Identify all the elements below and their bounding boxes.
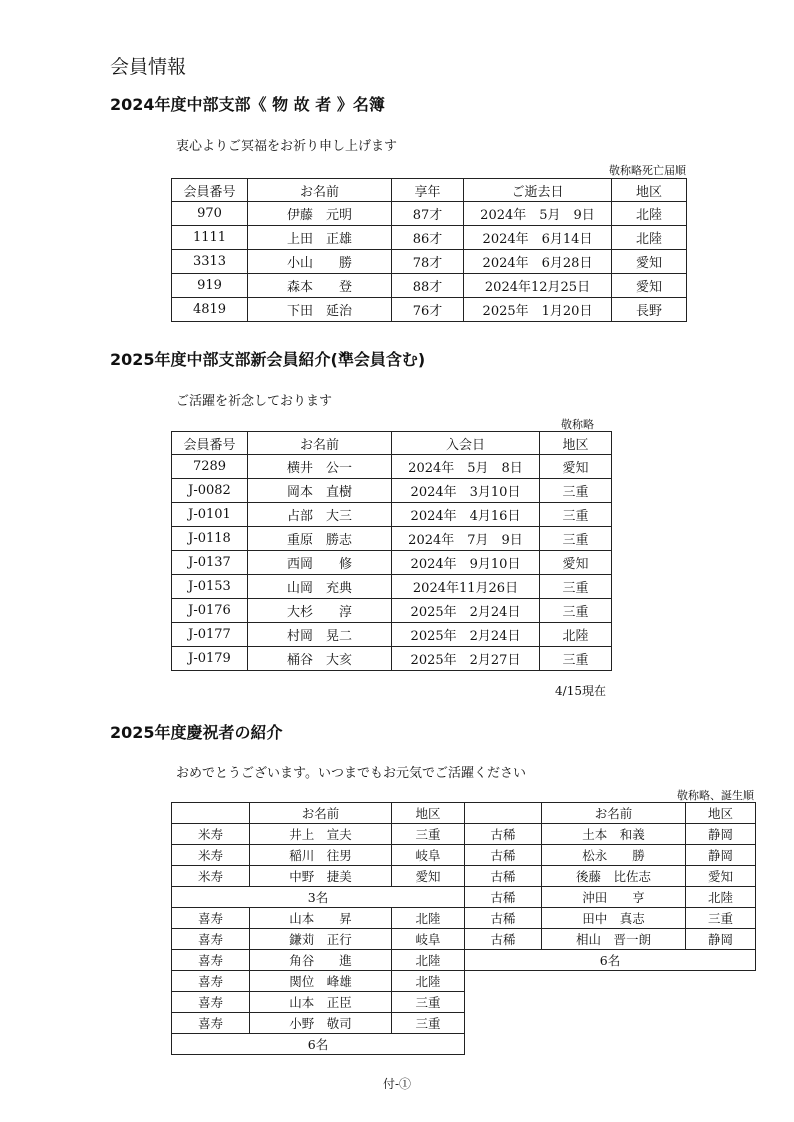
page-number: 付-① — [382, 1077, 412, 1091]
header-category — [465, 803, 542, 824]
region: 愛知 — [392, 866, 465, 887]
obituary-table — [171, 178, 687, 322]
member-name: 重原 勝志 — [248, 527, 392, 551]
table-row — [172, 202, 687, 226]
region: 三重 — [392, 992, 465, 1013]
obituary-title: 2024年度中部支部《 物 故 者 》名簿 — [110, 95, 385, 114]
member-age: 76才 — [392, 298, 464, 322]
region: 北陸 — [686, 887, 756, 908]
member-name: 小野 敬司 — [250, 1013, 392, 1034]
member-name: 大杉 淳 — [248, 599, 392, 623]
region: 愛知 — [540, 455, 612, 479]
member-no: J-0082 — [172, 479, 248, 503]
region: 三重 — [540, 575, 612, 599]
member-name: 中野 捷美 — [250, 866, 392, 887]
group-total: 3名 — [172, 887, 465, 908]
member-no: 4819 — [172, 298, 248, 322]
celebrants-note: 敬称略、誕生順 — [677, 789, 754, 802]
member-no: J-0176 — [172, 599, 248, 623]
table-header-row — [172, 432, 612, 455]
page-title: 会員情報 — [110, 56, 187, 78]
group-total: 6名 — [465, 950, 756, 971]
table-row — [172, 599, 612, 623]
member-age: 78才 — [392, 250, 464, 274]
member-no: 7289 — [172, 455, 248, 479]
member-no: J-0101 — [172, 503, 248, 527]
new-members-table — [171, 431, 612, 671]
table-row — [172, 971, 465, 992]
member-name: 上田 正雄 — [248, 226, 392, 250]
region: 岐阜 — [392, 929, 465, 950]
table-header-row — [465, 803, 756, 824]
join-date: 2025年 2月24日 — [392, 623, 540, 647]
member-no: J-0177 — [172, 623, 248, 647]
category: 喜寿 — [172, 992, 250, 1013]
member-name: 松永 勝 — [542, 845, 686, 866]
region: 三重 — [392, 1013, 465, 1034]
new-members-intro: ご活躍を祈念しております — [176, 394, 333, 409]
table-row — [465, 866, 756, 887]
member-name: 下田 延治 — [248, 298, 392, 322]
table-row — [172, 226, 687, 250]
region: 三重 — [540, 479, 612, 503]
table-row — [172, 824, 465, 845]
region: 三重 — [686, 908, 756, 929]
header-name: お名前 — [248, 179, 392, 202]
member-name: 村岡 晃二 — [248, 623, 392, 647]
region: 愛知 — [612, 250, 687, 274]
region: 静岡 — [686, 845, 756, 866]
member-name: 田中 真志 — [542, 908, 686, 929]
category: 古稀 — [465, 845, 542, 866]
member-name: 伊藤 元明 — [248, 202, 392, 226]
table-row — [172, 1013, 465, 1034]
header-region: 地区 — [392, 803, 465, 824]
table-row — [465, 824, 756, 845]
celebrants-title: 2025年度慶祝者の紹介 — [110, 723, 283, 742]
member-age: 86才 — [392, 226, 464, 250]
header-join-date: 入会日 — [392, 432, 540, 455]
region: 三重 — [540, 527, 612, 551]
death-date: 2025年 1月20日 — [464, 298, 612, 322]
region: 北陸 — [392, 971, 465, 992]
member-name: 桶谷 大亥 — [248, 647, 392, 671]
region: 北陸 — [540, 623, 612, 647]
new-members-note: 敬称略 — [561, 418, 594, 431]
member-name: 山岡 充典 — [248, 575, 392, 599]
table-row — [172, 274, 687, 298]
member-name: 岡本 直樹 — [248, 479, 392, 503]
category: 米寿 — [172, 824, 250, 845]
member-name: 森本 登 — [248, 274, 392, 298]
member-no: J-0153 — [172, 575, 248, 599]
region: 岐阜 — [392, 845, 465, 866]
join-date: 2024年 5月 8日 — [392, 455, 540, 479]
region: 三重 — [540, 503, 612, 527]
group-total: 6名 — [172, 1034, 465, 1055]
region: 三重 — [392, 824, 465, 845]
member-name: 小山 勝 — [248, 250, 392, 274]
join-date: 2024年 3月10日 — [392, 479, 540, 503]
table-row — [465, 887, 756, 908]
join-date: 2024年 9月10日 — [392, 551, 540, 575]
header-name: お名前 — [248, 432, 392, 455]
region: 愛知 — [540, 551, 612, 575]
category: 古稀 — [465, 887, 542, 908]
member-name: 横井 公一 — [248, 455, 392, 479]
table-row — [172, 845, 465, 866]
header-region: 地区 — [612, 179, 687, 202]
region: 長野 — [612, 298, 687, 322]
member-age: 88才 — [392, 274, 464, 298]
category: 喜寿 — [172, 1013, 250, 1034]
member-no: 970 — [172, 202, 248, 226]
region: 愛知 — [686, 866, 756, 887]
region: 愛知 — [612, 274, 687, 298]
table-row — [172, 455, 612, 479]
header-name: お名前 — [542, 803, 686, 824]
region: 静岡 — [686, 929, 756, 950]
header-date: ご逝去日 — [464, 179, 612, 202]
table-row — [172, 503, 612, 527]
death-date: 2024年 5月 9日 — [464, 202, 612, 226]
member-name: 山本 正臣 — [250, 992, 392, 1013]
total-row — [172, 1034, 465, 1055]
as-of-date: 4/15現在 — [555, 684, 606, 698]
member-name: 稲川 往男 — [250, 845, 392, 866]
death-date: 2024年12月25日 — [464, 274, 612, 298]
table-row — [172, 527, 612, 551]
header-age: 享年 — [392, 179, 464, 202]
celebrants-left-table — [171, 802, 465, 1055]
category: 古稀 — [465, 908, 542, 929]
header-member-no: 会員番号 — [172, 179, 248, 202]
table-row — [172, 551, 612, 575]
category: 喜寿 — [172, 929, 250, 950]
region: 北陸 — [612, 202, 687, 226]
member-no: J-0118 — [172, 527, 248, 551]
category: 喜寿 — [172, 908, 250, 929]
table-row — [172, 298, 687, 322]
table-row — [172, 950, 465, 971]
new-members-title: 2025年度中部支部新会員紹介(準会員含む) — [110, 350, 426, 369]
member-age: 87才 — [392, 202, 464, 226]
member-name: 相山 晋一朗 — [542, 929, 686, 950]
member-name: 井上 宣夫 — [250, 824, 392, 845]
member-no: J-0179 — [172, 647, 248, 671]
table-row — [172, 647, 612, 671]
category: 米寿 — [172, 866, 250, 887]
header-region: 地区 — [686, 803, 756, 824]
region: 北陸 — [392, 908, 465, 929]
category: 古稀 — [465, 824, 542, 845]
region: 三重 — [540, 647, 612, 671]
member-name: 土本 和義 — [542, 824, 686, 845]
join-date: 2024年 7月 9日 — [392, 527, 540, 551]
table-row — [172, 908, 465, 929]
table-row — [172, 623, 612, 647]
join-date: 2024年11月26日 — [392, 575, 540, 599]
member-no: 919 — [172, 274, 248, 298]
table-row — [172, 992, 465, 1013]
member-name: 山本 昇 — [250, 908, 392, 929]
region: 三重 — [540, 599, 612, 623]
table-row — [465, 929, 756, 950]
total-row — [172, 887, 465, 908]
death-date: 2024年 6月28日 — [464, 250, 612, 274]
table-row — [172, 479, 612, 503]
join-date: 2025年 2月24日 — [392, 599, 540, 623]
header-member-no: 会員番号 — [172, 432, 248, 455]
join-date: 2025年 2月27日 — [392, 647, 540, 671]
header-region: 地区 — [540, 432, 612, 455]
header-category — [172, 803, 250, 824]
celebrants-right-table — [464, 802, 756, 971]
join-date: 2024年 4月16日 — [392, 503, 540, 527]
death-date: 2024年 6月14日 — [464, 226, 612, 250]
region: 北陸 — [392, 950, 465, 971]
category: 古稀 — [465, 929, 542, 950]
member-name: 西岡 修 — [248, 551, 392, 575]
member-no: 1111 — [172, 226, 248, 250]
obituary-note: 敬称略死亡届順 — [609, 164, 686, 177]
region: 北陸 — [612, 226, 687, 250]
region: 静岡 — [686, 824, 756, 845]
member-name: 沖田 亨 — [542, 887, 686, 908]
table-header-row — [172, 179, 687, 202]
category: 古稀 — [465, 866, 542, 887]
table-row — [465, 908, 756, 929]
obituary-intro: 衷心よりご冥福をお祈り申し上げます — [176, 139, 398, 154]
table-row — [172, 929, 465, 950]
member-name: 関位 峰雄 — [250, 971, 392, 992]
table-row — [172, 575, 612, 599]
category: 米寿 — [172, 845, 250, 866]
member-name: 占部 大三 — [248, 503, 392, 527]
member-name: 鎌苅 正行 — [250, 929, 392, 950]
header-name: お名前 — [250, 803, 392, 824]
category: 喜寿 — [172, 971, 250, 992]
table-row — [172, 250, 687, 274]
member-name: 角谷 進 — [250, 950, 392, 971]
table-row — [465, 845, 756, 866]
table-row — [172, 866, 465, 887]
total-row — [465, 950, 756, 971]
table-header-row — [172, 803, 465, 824]
member-no: J-0137 — [172, 551, 248, 575]
celebrants-intro: おめでとうございます。いつまでもお元気でご活躍ください — [176, 766, 526, 781]
member-no: 3313 — [172, 250, 248, 274]
category: 喜寿 — [172, 950, 250, 971]
member-name: 後藤 比佐志 — [542, 866, 686, 887]
